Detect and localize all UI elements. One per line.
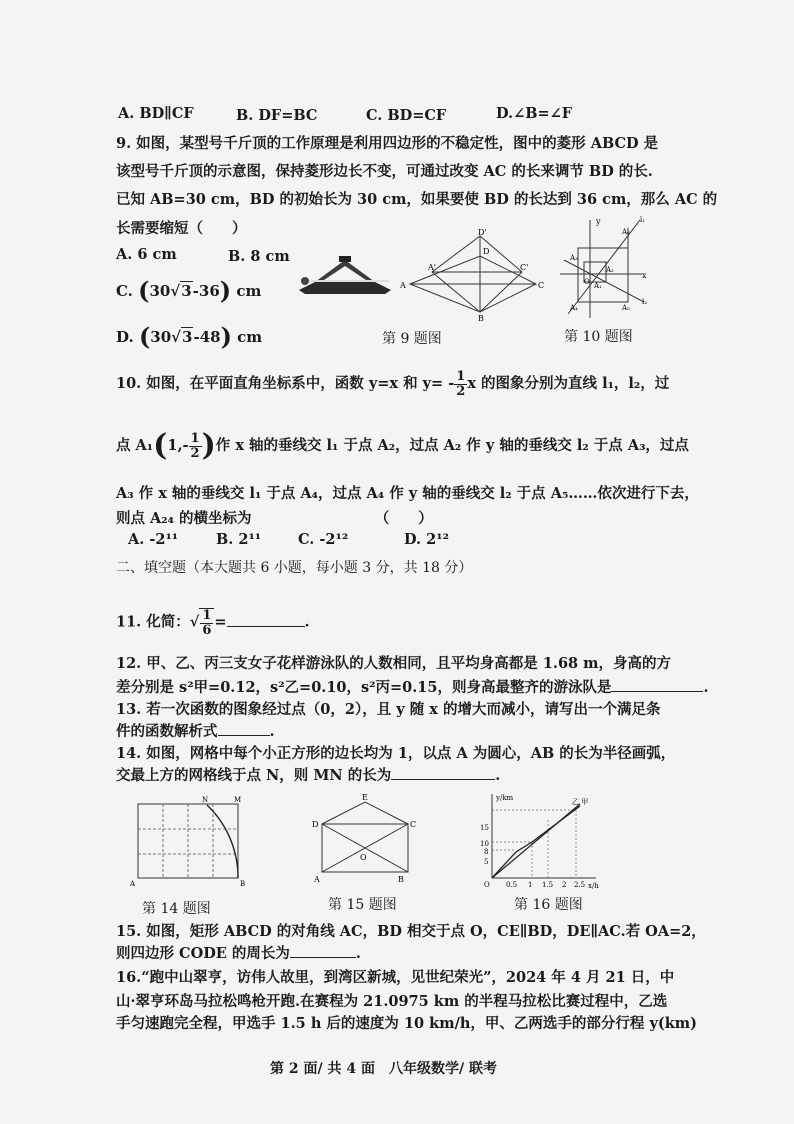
q9-line-2: 该型号千斤顶的示意图，保持菱形边长不变，可通过改变 AC 的长来调节 BD 的长.: [116, 163, 653, 180]
q11-prompt: 11. 化简：: [116, 613, 190, 631]
fig14-caption: 第 14 题图: [142, 901, 211, 917]
q12-period: .: [703, 679, 709, 696]
q10-line-1-text: 10. 如图，在平面直角坐标系中，函数 y=x 和 y= -: [116, 375, 455, 393]
q14-line-2: [116, 764, 500, 785]
q12-line-1: 12. 甲、乙、丙三支女子花样游泳队的人数相同，且平均身高都是 1.68 m，身高的方: [116, 655, 672, 672]
q14-answer-blank[interactable]: [391, 779, 495, 780]
q14-line-2-text: 交最上方的网格线于点 N，则 MN 的长为: [116, 767, 392, 784]
fig16-tick-8: 8: [484, 848, 489, 856]
q15-line-2-text: 则四边形 CODE 的周长为: [116, 945, 290, 962]
q10-line-1-tail: x 的图象分别为直线 l₁，l₂，过: [467, 375, 670, 393]
fig9-label-c-prime: C': [520, 263, 529, 272]
q12-line-2: [116, 676, 709, 697]
fig10-label-a4: A₄: [570, 304, 578, 312]
q10-fraction-den: 2: [456, 383, 466, 399]
fig14-label-n: N: [202, 796, 209, 804]
fig15-label-b: B: [398, 875, 404, 884]
q10-point-a1: 点 A₁: [116, 437, 154, 454]
q10-option-a: A. -2¹¹: [128, 531, 179, 548]
q11-equals: =: [214, 613, 227, 631]
q10-line-3: A₃ 作 x 轴的垂线交 l₁ 于点 A₄，过点 A₄ 作 y 轴的垂线交 l₂ 于点 A₅……依次进行下去，: [116, 485, 699, 502]
fig10-caption: 第 10 题图: [564, 329, 633, 345]
q14-line-1: 14. 如图，网格中每个小正方形的边长均为 1，以点 A 为圆心，AB 的长为半径画弧，: [116, 745, 676, 762]
q9-option-d-unit: cm: [237, 328, 263, 346]
fig9-label-b: B: [478, 314, 484, 322]
fig10-label-a5: A₅: [622, 304, 630, 312]
q11-period: .: [304, 613, 310, 631]
q14-period: .: [495, 767, 501, 784]
fig16-tick-2-5: 2.5: [574, 881, 586, 889]
q15-line-2: [116, 942, 361, 963]
fig10-label-a6: A₆: [622, 228, 630, 236]
fig14-label-a: A: [130, 880, 136, 888]
q9-option-c-radicand: 3: [181, 282, 192, 300]
q11-answer-blank[interactable]: [227, 626, 305, 627]
fig15-diagram: [310, 792, 424, 884]
q9-option-c-unit: cm: [236, 282, 262, 300]
q8-option-b: B. DF=BC: [236, 107, 318, 124]
fig16-tick-1-5: 1.5: [542, 881, 554, 889]
fig10-label-a2: A₂: [606, 266, 614, 274]
fig9-caption: 第 9 题图: [382, 331, 442, 347]
q9-option-d-close-paren: ): [220, 322, 232, 351]
fig16-tick-2: 2: [562, 881, 567, 889]
fig9-label-a: A: [400, 281, 406, 290]
q10-option-d: D. 2¹²: [404, 531, 449, 548]
fig10-label-a3: A₃: [570, 254, 578, 262]
fig14-diagram: [130, 796, 246, 888]
fig15-label-o: O: [360, 853, 367, 862]
q9-option-d-radicand: 3: [182, 328, 193, 346]
fig9-label-d: D: [483, 247, 490, 256]
fig9-label-c: C: [538, 281, 545, 290]
fig15-label-a: A: [314, 875, 320, 884]
q10-option-c: C. -2¹²: [298, 531, 349, 548]
fig16-tick-0-5: 0.5: [506, 881, 518, 889]
q10-point-fraction-num: 1: [190, 430, 200, 446]
q9-option-c: C. (30√3-36) cm: [116, 276, 262, 305]
q9-option-c-coef: 30: [149, 282, 171, 300]
q16-line-3: 手匀速跑完全程，甲选手 1.5 h 后的速度为 10 km/h，甲、乙两选手的部分行程 y(km): [116, 1015, 697, 1032]
fig10-label-l1: l₁: [640, 216, 646, 224]
fig16-tick-5: 5: [484, 858, 489, 866]
fig15-label-c: C: [410, 820, 417, 829]
fig15-label-d: D: [312, 820, 319, 829]
q13-answer-blank[interactable]: [218, 735, 270, 736]
q8-option-c: C. BD=CF: [366, 107, 447, 124]
q15-line-1: 15. 如图，矩形 ABCD 的对角线 AC，BD 相交于点 O，CE∥BD，DE∥AC.若 OA=2，: [116, 923, 706, 940]
q13-line-1: 13. 若一次函数的图象经过点（0，2），且 y 随 x 的增大而减小，请写出一个满足条: [116, 701, 661, 718]
fig10-diagram: [556, 214, 652, 322]
fig10-label-o: O: [584, 278, 590, 286]
q9-option-d: D. (30√3-48) cm: [116, 322, 263, 351]
q9-option-c-close-paren: ): [219, 276, 232, 305]
fig16-caption: 第 16 题图: [514, 897, 583, 913]
q13-line-2: [116, 720, 275, 741]
q10-point-fraction: [189, 432, 202, 460]
q10-line-2: [116, 428, 689, 463]
q9-line-4: 长需要缩短（ ）: [116, 220, 247, 237]
q10-option-b: B. 2¹¹: [216, 531, 262, 548]
fig9-label-a-prime: A': [428, 263, 436, 272]
q13-line-2-text: 件的函数解析式: [116, 723, 218, 740]
q10-line-2-tail: 作 x 轴的垂线交 l₁ 于点 A₂，过点 A₂ 作 y 轴的垂线交 l₂ 于点 A₃，过点: [215, 437, 689, 454]
fig14-label-b: B: [240, 880, 246, 888]
q10-line-1: [116, 370, 669, 398]
fig10-label-l2: l₂: [642, 298, 648, 306]
q15-answer-blank[interactable]: [290, 957, 356, 958]
q16-line-1: 16.“跑中山翠亨，访伟人故里，到湾区新城，见世纪荣光”，2024 年 4 月 21 日，中: [116, 969, 675, 986]
q11: 11. 化简：√ $\frac{1}{6}$ = .: [116, 608, 310, 638]
q8-option-d: D.∠B=∠F: [496, 105, 573, 122]
page-footer: 第 2 面/ 共 4 面 八年级数学/ 联考: [270, 1061, 497, 1077]
q9-option-d-coef: 30: [150, 328, 172, 346]
fig16-label-series: 乙 甲: [572, 798, 589, 806]
fig16-label-o: O: [484, 881, 490, 889]
q8-option-a: A. BD∥CF: [118, 105, 194, 122]
section-title-fill-blank: 二、填空题（本大题共 6 小题，每小题 3 分，共 18 分）: [116, 560, 473, 576]
q16-line-2: 山·翠亨环岛马拉松鸣枪开跑.在赛程为 21.0975 km 的半程马拉松比赛过程中，乙选: [116, 993, 668, 1010]
q11-fraction-den: 6: [202, 622, 212, 638]
q9-option-b: B. 8 cm: [228, 248, 290, 265]
q10-fraction-num: 1: [456, 369, 466, 384]
q12-line-2-text: 差分别是 s²甲=0.12，s²乙=0.10，s²丙=0.15，则身高最整齐的游泳队是: [116, 679, 612, 696]
q9-option-a: A. 6 cm: [116, 246, 177, 263]
car-jack-illustration: [295, 254, 395, 296]
q10-fraction: [454, 370, 467, 398]
q9-option-c-const: -36: [192, 282, 220, 300]
q10-point-coords: 1,-: [167, 437, 189, 454]
q10-point-fraction-den: 2: [190, 445, 200, 461]
fig15-caption: 第 15 题图: [328, 897, 397, 913]
q12-answer-blank[interactable]: [611, 691, 703, 692]
fig10-label-y: y: [596, 217, 601, 226]
q11-fraction-num: 1: [202, 608, 212, 623]
fig16-diagram: [476, 790, 604, 890]
q10-line-4: 则点 A₂₄ 的横坐标为 （ ）: [116, 510, 433, 527]
q10-close-paren: ): [201, 428, 216, 463]
fig10-label-a1: A₁: [594, 282, 602, 290]
fig16-tick-15: 15: [480, 824, 489, 832]
q9-option-c-open-paren: (: [138, 276, 150, 305]
fig16-label-x: x/h: [588, 882, 599, 890]
fig16-tick-1: 1: [528, 881, 533, 889]
q9-line-1: 9. 如图，某型号千斤顶的工作原理是利用四边形的不稳定性，图中的菱形 ABCD 是: [116, 135, 659, 152]
q9-option-d-open-paren: (: [138, 322, 151, 351]
q11-fraction: [199, 608, 214, 637]
q9-line-3: 已知 AB=30 cm，BD 的初始长为 30 cm，如果要使 BD 的长达到 36 cm，那么 AC 的: [116, 191, 718, 208]
q9-option-c-label: C.: [116, 282, 133, 300]
fig15-label-e: E: [362, 793, 368, 802]
q13-period: .: [269, 723, 275, 740]
q10-open-paren: (: [153, 428, 168, 463]
fig16-tick-10: 10: [480, 840, 489, 848]
fig9-label-d-prime: D': [478, 228, 487, 237]
fig10-label-x: x: [642, 271, 647, 280]
q15-period: .: [355, 945, 361, 962]
q9-option-d-label: D.: [116, 328, 134, 346]
fig9-diagram: [398, 226, 548, 322]
fig16-label-y: y/km: [496, 794, 514, 802]
q9-option-d-const: -48: [193, 328, 221, 346]
fig14-label-m: M: [234, 796, 242, 804]
